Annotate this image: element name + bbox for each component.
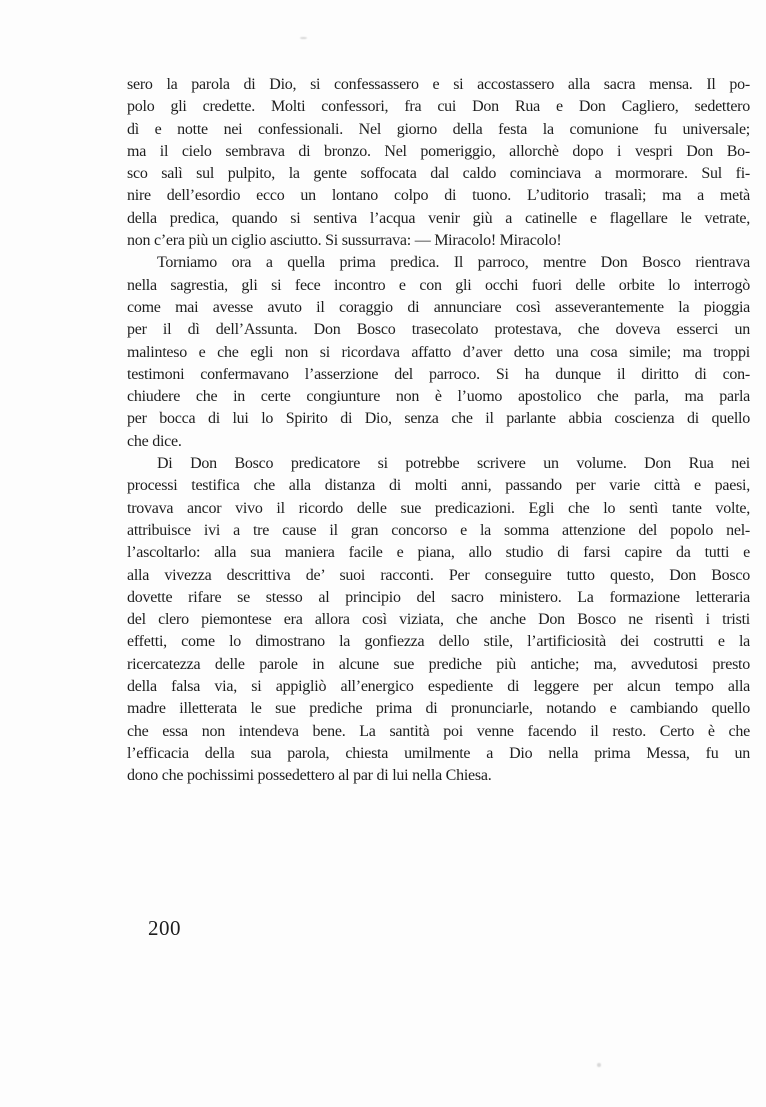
- text-line: l’ascoltarlo: alla sua maniera facile e piana, allo studio di farsi capire da tutti e: [127, 544, 750, 562]
- page-text-block: [127, 74, 750, 788]
- text-line: che essa non intendeva bene. La santità poi venne facendo il resto. Certo è che: [127, 722, 750, 740]
- text-line: sero la parola di Dio, si confessassero e si accostassero alla sacra mensa. Il po-: [127, 76, 750, 93]
- text-line: alla vivezza descrittiva de’ suoi racconti. Per conseguire tutto questo, Don Bosco: [127, 566, 750, 584]
- text-line: processi testifica che alla distanza di molti anni, passando per varie città e paesi,: [127, 477, 750, 495]
- text-line: per il dì dell’Assunta. Don Bosco trasecolato protestava, che doveva esserci un: [127, 321, 750, 339]
- text-line: Torniamo ora a quella prima predica. Il parroco, mentre Don Bosco rientrava: [157, 254, 750, 272]
- text-line: madre illetterata le sue prediche prima di pronunciarle, notando e cambiando quello: [127, 700, 750, 718]
- text-line: trovava ancor vivo il ricordo delle sue predicazioni. Egli che lo sentì tante volte,: [127, 499, 750, 517]
- text-line: non c’era più un ciglio asciutto. Si sussurrava: — Miracolo! Miracolo!: [127, 232, 562, 250]
- text-line: polo gli credette. Molti confessori, fra cui Don Rua e Don Cagliero, sedettero: [127, 98, 750, 116]
- text-line: per bocca di lui lo Spirito di Dio, senza che il parlante abbia coscienza di quello: [127, 410, 750, 428]
- text-line: ricercatezza delle parole in alcune sue prediche più antiche; ma, avvedutosi presto: [127, 655, 750, 673]
- page-number: 200: [148, 916, 181, 940]
- text-line: ma il cielo sembrava di bronzo. Nel pomeriggio, allorchè dopo i vespri Don Bo-: [127, 142, 750, 160]
- text-line: chiudere che in certe congiunture non è l’uomo apostolico che parla, ma parla: [127, 388, 750, 406]
- text-line: malinteso e che egli non si ricordava affatto d’aver detto una cosa simile; ma troppi: [127, 343, 750, 361]
- text-line: testimoni confermavano l’asserzione del parroco. Si ha dunque il diritto di con-: [127, 365, 750, 383]
- text-line: del clero piemontese era allora così viziata, che anche Don Bosco ne risentì i tristi: [127, 611, 750, 629]
- text-line: attribuisce ivi a tre cause il gran concorso e la somma attenzione del popolo nel-: [127, 521, 750, 539]
- text-line: sco salì sul pulpito, la gente soffocata dal caldo cominciava a mormorare. Sul fi-: [127, 165, 750, 183]
- text-line: effetti, come lo dimostrano la gonfiezza dello stile, l’artificiosità dei costrutti e la: [127, 633, 750, 651]
- text-line: della falsa via, si appigliò all’energico espediente di leggere per alcun tempo alla: [127, 678, 750, 696]
- text-line: Di Don Bosco predicatore si potrebbe scrivere un volume. Don Rua nei: [157, 455, 750, 473]
- scan-speck: [300, 37, 307, 39]
- text-line: che dice.: [127, 432, 182, 450]
- text-line: dì e notte nei confessionali. Nel giorno della festa la comunione fu universale;: [127, 120, 750, 138]
- text-line: nire dell’esordio ecco un lontano colpo di tuono. L’uditorio trasalì; ma a metà: [127, 187, 750, 205]
- text-line: l’efficacia della sua parola, chiesta umilmente a Dio nella prima Messa, fu un: [127, 744, 750, 762]
- text-line: dovette rifare se stesso al principio del sacro ministero. La formazione letteraria: [127, 588, 750, 606]
- scan-speck: [597, 1063, 601, 1067]
- text-line: come mai avesse avuto il coraggio di annunciare così asseverantemente la pioggia: [127, 298, 750, 316]
- text-line: nella sagrestia, gli si fece incontro e con gli occhi fuori delle orbite lo interrogò: [127, 276, 750, 294]
- text-line: della predica, quando si sentiva l’acqua venir giù a catinelle e flagellare le vetrate,: [127, 209, 750, 227]
- text-line: dono che pochissimi possedettero al par di lui nella Chiesa.: [127, 767, 492, 785]
